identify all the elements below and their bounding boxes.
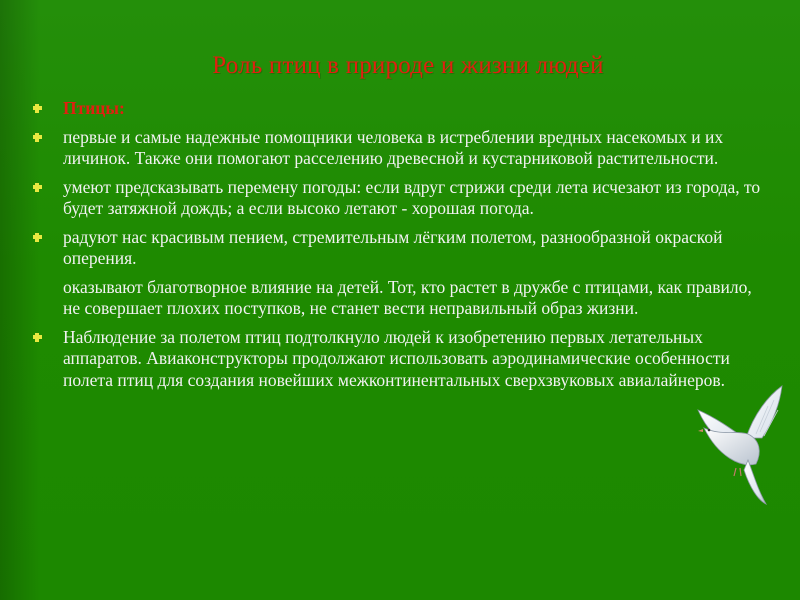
bullet-text: Наблюдение за полетом птиц подтолкнуло людей к изобретению первых летательных аппаратов. Авиаконструкторы продолжают использовать аэродинамические особенности полета птиц для создания новейших межконтинентальных сверхзвуковых авиалайнеров. [63, 326, 730, 390]
bullet-item-heading [33, 98, 763, 120]
bullet-text: радуют нас красивым пением, стремительным лёгким полетом, разнообразной окраской оперения. [63, 226, 723, 268]
square-bullet-icon [33, 233, 42, 242]
heading-label: Птицы: [63, 98, 125, 118]
square-bullet-icon [33, 183, 42, 192]
bullet-text: умеют предсказывать перемену погоды: если вдруг стрижи среди лета исчезают из города, то будет затяжной дождь; а если высоко летают - хорошая погода. [63, 176, 761, 218]
slide-title: Роль птиц в природе и жизни людей [212, 52, 604, 79]
continuation-paragraph [33, 277, 763, 320]
square-bullet-icon [33, 104, 42, 113]
bullet-item [33, 127, 763, 170]
bullet-item [33, 177, 763, 220]
slide-body [33, 98, 763, 398]
bullet-item [33, 327, 763, 392]
paragraph-text: оказывают благотворное влияние на детей. Тот, кто растет в дружбе с птицами, как правило, не совершает плохих поступков, не станет вести неправильный образ жизни. [63, 276, 752, 318]
dove-icon [688, 380, 788, 510]
square-bullet-icon [33, 133, 42, 142]
square-bullet-icon [33, 333, 42, 342]
bullet-item [33, 227, 763, 270]
bullet-text: первые и самые надежные помощники человека в истреблении вредных насекомых и их личинок. Также они помогают расселению древесной и кустарниковой растительности. [63, 126, 724, 168]
